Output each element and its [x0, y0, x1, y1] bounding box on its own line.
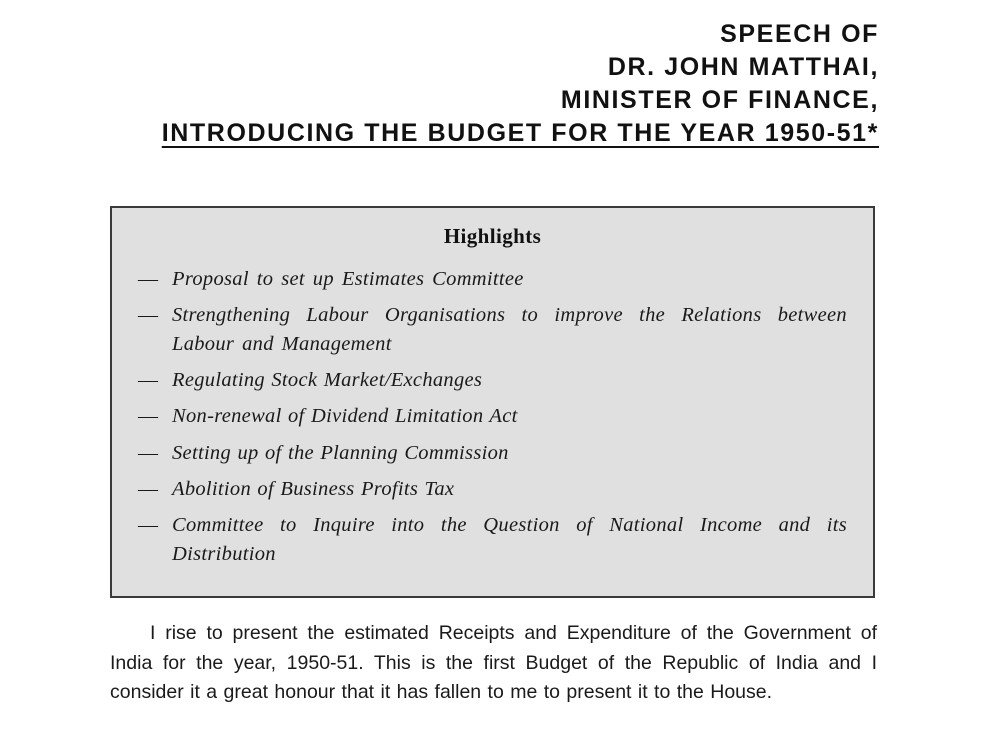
highlights-list	[138, 265, 847, 569]
list-item	[138, 439, 847, 468]
highlight-text: Strengthening Labour Organisations to improve the Relations between Labour and Management	[172, 304, 847, 356]
bullet-dash-icon: —	[138, 477, 159, 500]
highlight-text: Committee to Inquire into the Question of National Income and its Distribution	[172, 513, 847, 565]
list-item	[138, 301, 847, 359]
bullet-dash-icon: —	[138, 405, 159, 428]
list-item	[138, 402, 847, 431]
list-item	[138, 511, 847, 569]
highlight-text: Regulating Stock Market/Exchanges	[172, 369, 483, 392]
title-line-2: DR. JOHN MATTHAI,	[607, 53, 879, 81]
highlights-box	[110, 206, 875, 598]
highlight-text: Setting up of the Planning Commission	[172, 441, 509, 464]
bullet-dash-icon: —	[138, 268, 159, 290]
body-paragraph: I rise to present the estimated Receipts and Expenditure of the Government of India for the year, 1950-51. This is the first Budget of the Republic of India and I consider it a great honour that it has fallen to me to present it to the House.	[110, 621, 877, 704]
bullet-dash-icon: —	[138, 441, 159, 464]
bullet-dash-icon: —	[138, 304, 159, 327]
title-line-1: SPEECH OF	[720, 20, 879, 48]
highlight-text: Abolition of Business Profits Tax	[172, 477, 455, 500]
highlights-heading: Highlights	[443, 224, 542, 248]
highlight-text: Non-renewal of Dividend Limitation Act	[172, 405, 518, 428]
list-item	[138, 475, 847, 504]
speech-title-block	[110, 18, 879, 150]
list-item	[138, 366, 847, 395]
title-line-4: INTRODUCING THE BUDGET FOR THE YEAR 1950-51*	[161, 119, 879, 147]
highlight-text: Proposal to set up Estimates Committee	[172, 268, 524, 290]
bullet-dash-icon: —	[138, 369, 159, 392]
bullet-dash-icon: —	[138, 513, 159, 536]
list-item	[138, 265, 847, 294]
title-line-3: MINISTER OF FINANCE,	[560, 86, 879, 114]
